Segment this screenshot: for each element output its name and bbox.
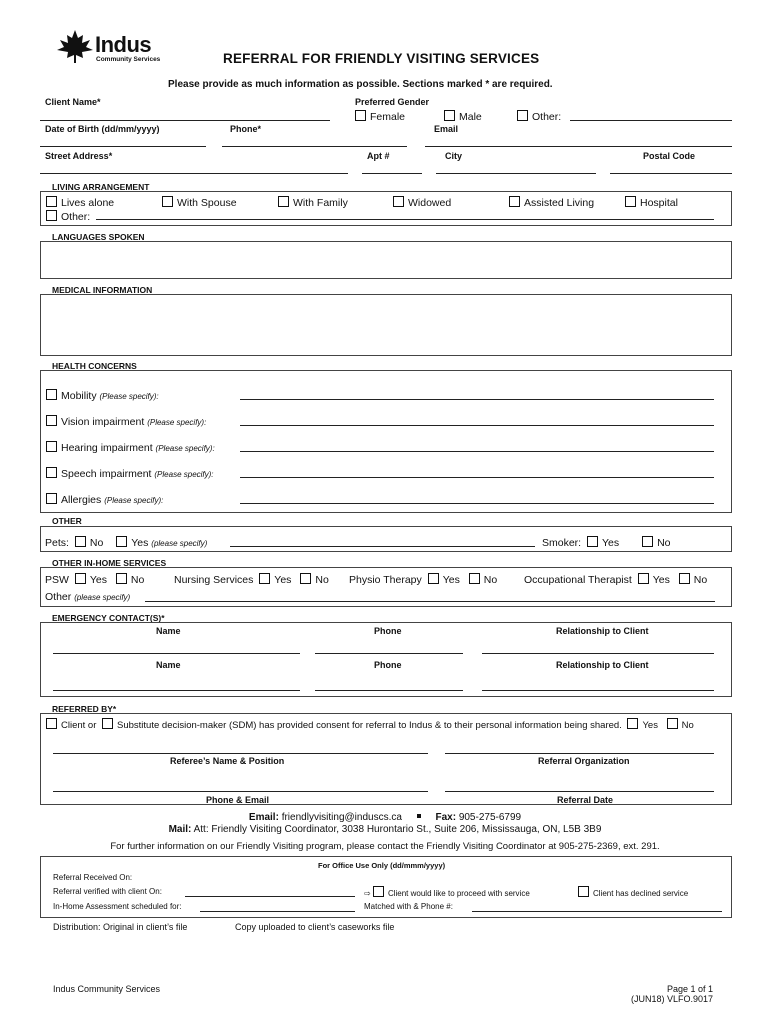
emergency-phone-field[interactable] bbox=[315, 690, 463, 691]
form-title: REFERRAL FOR FRIENDLY VISITING SERVICES bbox=[223, 51, 540, 66]
emergency-phone-field[interactable] bbox=[315, 653, 463, 654]
consent-row: Client or Substitute decision-maker (SDM) has provided consent for referral to Indus & to their personal information being shared. Yes No bbox=[46, 718, 694, 731]
female-checkbox[interactable] bbox=[355, 110, 366, 121]
referee-field[interactable] bbox=[53, 753, 428, 754]
city-label: City bbox=[445, 151, 463, 161]
assessment-field[interactable] bbox=[200, 911, 355, 912]
received-label: Referral Received On: bbox=[53, 873, 133, 882]
psw-yes-checkbox[interactable] bbox=[75, 573, 86, 584]
gender-label: Preferred Gender bbox=[355, 97, 430, 107]
referral-org-field[interactable] bbox=[445, 753, 714, 754]
smoker-row: Smoker: Yes No bbox=[542, 537, 671, 549]
postal-label: Postal Code bbox=[643, 151, 696, 161]
other-gender-field[interactable] bbox=[570, 120, 732, 121]
proceed-checkbox[interactable] bbox=[373, 886, 384, 897]
health-checkbox[interactable] bbox=[46, 493, 57, 504]
matched-field[interactable] bbox=[472, 911, 722, 912]
ot-yes-checkbox[interactable] bbox=[638, 573, 649, 584]
dob-label: Date of Birth (dd/mm/yyyy) bbox=[45, 124, 160, 134]
inhome-other-label: Other (please specify) bbox=[45, 591, 131, 603]
physio-yes-checkbox[interactable] bbox=[428, 573, 439, 584]
living-checkbox[interactable] bbox=[393, 196, 404, 207]
pets-specify-field[interactable] bbox=[230, 546, 535, 547]
emergency-phone-label: Phone bbox=[374, 626, 402, 636]
health-field[interactable] bbox=[240, 425, 714, 426]
health-item[interactable]: Vision impairment (Please specify): bbox=[46, 415, 206, 428]
gender-female[interactable]: Female bbox=[355, 110, 405, 123]
health-checkbox[interactable] bbox=[46, 467, 57, 478]
client-name-field[interactable] bbox=[40, 120, 330, 121]
emergency-name-field[interactable] bbox=[53, 653, 300, 654]
dob-field[interactable] bbox=[40, 146, 206, 147]
sdm-consent-checkbox[interactable] bbox=[102, 718, 113, 729]
emergency-name-field[interactable] bbox=[53, 690, 300, 691]
city-field[interactable] bbox=[436, 173, 596, 174]
nursing-no-checkbox[interactable] bbox=[300, 573, 311, 584]
living-opt-widowed[interactable]: Widowed bbox=[393, 196, 451, 209]
phone-email-label: Phone & Email bbox=[206, 795, 270, 805]
health-field[interactable] bbox=[240, 477, 714, 478]
distribution-copy: Copy uploaded to client’s caseworks file bbox=[235, 922, 395, 932]
emergency-rel-label: Relationship to Client bbox=[556, 626, 649, 636]
matched-label: Matched with & Phone #: bbox=[364, 902, 453, 911]
apt-label: Apt # bbox=[367, 151, 390, 161]
assessment-label: In-Home Assessment scheduled for: bbox=[53, 902, 182, 911]
other-header: OTHER bbox=[52, 516, 82, 526]
smoker-yes-checkbox[interactable] bbox=[587, 536, 598, 547]
client-name-label: Client Name* bbox=[45, 97, 101, 107]
medical-header: MEDICAL INFORMATION bbox=[52, 285, 153, 295]
health-checkbox[interactable] bbox=[46, 441, 57, 452]
health-field[interactable] bbox=[240, 451, 714, 452]
referred-header: REFERRED BY* bbox=[52, 704, 117, 714]
gender-other[interactable]: Other: bbox=[517, 110, 561, 123]
languages-header: LANGUAGES SPOKEN bbox=[52, 232, 145, 242]
mail-line: Mail: Att: Friendly Visiting Coordinator, 3038 Hurontario St., Suite 206, Mississauga, ON, L5B 3B9 bbox=[168, 824, 602, 835]
postal-field[interactable] bbox=[610, 173, 732, 174]
referee-label: Referee’s Name & Position bbox=[170, 756, 285, 766]
living-opt-family[interactable]: With Family bbox=[278, 196, 348, 209]
office-header: For Office Use Only (dd/mmm/yyyy) bbox=[318, 861, 446, 870]
referral-date-label: Referral Date bbox=[557, 795, 614, 805]
logo-sub: Community Services bbox=[96, 56, 161, 63]
consent-no-checkbox[interactable] bbox=[667, 718, 678, 729]
pets-yes-checkbox[interactable] bbox=[116, 536, 127, 547]
health-checkbox[interactable] bbox=[46, 389, 57, 400]
declined-checkbox[interactable] bbox=[578, 886, 589, 897]
emergency-rel-label: Relationship to Client bbox=[556, 660, 649, 670]
street-label: Street Address* bbox=[45, 151, 113, 161]
languages-box[interactable] bbox=[40, 241, 732, 279]
living-opt-other[interactable]: Other: bbox=[46, 210, 90, 223]
health-item[interactable]: Speech impairment (Please specify): bbox=[46, 467, 214, 480]
nursing-row: Nursing Services Yes No bbox=[174, 574, 329, 586]
ot-row: Occupational Therapist Yes No bbox=[524, 574, 708, 586]
health-field[interactable] bbox=[240, 503, 714, 504]
apt-field[interactable] bbox=[362, 173, 422, 174]
living-opt-spouse[interactable]: With Spouse bbox=[162, 196, 237, 209]
psw-row: PSW Yes No bbox=[45, 574, 145, 586]
logo-name: Indus bbox=[95, 32, 152, 57]
ot-no-checkbox[interactable] bbox=[679, 573, 690, 584]
living-opt-alone[interactable]: Lives alone bbox=[46, 196, 114, 209]
inhome-other-field[interactable] bbox=[145, 601, 715, 602]
emergency-rel-field[interactable] bbox=[482, 690, 714, 691]
verified-field[interactable] bbox=[185, 896, 355, 897]
footer-org: Indus Community Services bbox=[53, 984, 161, 994]
phone-label: Phone* bbox=[230, 124, 262, 134]
living-checkbox[interactable] bbox=[625, 196, 636, 207]
psw-no-checkbox[interactable] bbox=[116, 573, 127, 584]
living-other-field[interactable] bbox=[96, 219, 714, 220]
emergency-name-label: Name bbox=[156, 626, 181, 636]
health-header: HEALTH CONCERNS bbox=[52, 361, 137, 371]
living-header: LIVING ARRANGEMENT bbox=[52, 182, 150, 192]
living-checkbox[interactable] bbox=[46, 196, 57, 207]
further-info: For further information on our Friendly Visiting program, please contact the Friendly Visiting Coordinator at 905-275-2369, ext. 291. bbox=[110, 841, 660, 852]
living-checkbox[interactable] bbox=[162, 196, 173, 207]
health-field[interactable] bbox=[240, 399, 714, 400]
living-checkbox[interactable] bbox=[509, 196, 520, 207]
client-consent-checkbox[interactable] bbox=[46, 718, 57, 729]
health-item[interactable]: Hearing impairment (Please specify): bbox=[46, 441, 215, 454]
proceed-row: ⇨ Client would like to proceed with service bbox=[364, 886, 530, 898]
referral-org-label: Referral Organization bbox=[538, 756, 630, 766]
male-checkbox[interactable] bbox=[444, 110, 455, 121]
other-gender-checkbox[interactable] bbox=[517, 110, 528, 121]
declined-row: Client has declined service bbox=[578, 886, 688, 898]
emergency-name-label: Name bbox=[156, 660, 181, 670]
phone-field[interactable] bbox=[222, 146, 407, 147]
arrow-right-icon: ⇨ bbox=[364, 889, 371, 898]
medical-box[interactable] bbox=[40, 294, 732, 356]
pets-row: Pets: No Yes (please specify) bbox=[45, 537, 208, 549]
verified-label: Referral verified with client On: bbox=[53, 887, 162, 896]
emergency-header: EMERGENCY CONTACT(S)* bbox=[52, 613, 165, 623]
logo bbox=[55, 28, 175, 68]
emergency-phone-label: Phone bbox=[374, 660, 402, 670]
consent-yes-checkbox[interactable] bbox=[627, 718, 638, 729]
living-checkbox[interactable] bbox=[278, 196, 289, 207]
footer-code: (JUN18) VLFO.9017 bbox=[630, 994, 713, 1004]
street-field[interactable] bbox=[40, 173, 348, 174]
nursing-yes-checkbox[interactable] bbox=[259, 573, 270, 584]
pets-no-checkbox[interactable] bbox=[75, 536, 86, 547]
email-field[interactable] bbox=[425, 146, 732, 147]
living-checkbox[interactable] bbox=[46, 210, 57, 221]
contact-email[interactable]: friendlyvisiting@induscs.ca bbox=[281, 812, 402, 823]
distribution-original: Distribution: Original in client’s file bbox=[53, 922, 188, 932]
health-item[interactable]: Mobility (Please specify): bbox=[46, 389, 159, 402]
footer-page: Page 1 of 1 bbox=[666, 984, 713, 994]
health-checkbox[interactable] bbox=[46, 415, 57, 426]
living-opt-hospital[interactable]: Hospital bbox=[625, 196, 678, 209]
physio-row: Physio Therapy Yes No bbox=[349, 574, 498, 586]
email-label: Email bbox=[434, 124, 459, 134]
intro-text: Please provide as much information as possible. Sections marked * are required. bbox=[168, 79, 553, 90]
referral-phone-email-field[interactable] bbox=[53, 791, 428, 792]
smoker-no-checkbox[interactable] bbox=[642, 536, 653, 547]
email-fax-line: Email: friendlyvisiting@induscs.ca Fax: 905-275-6799 bbox=[248, 812, 522, 823]
maple-leaf-icon bbox=[55, 28, 95, 64]
living-opt-assisted[interactable]: Assisted Living bbox=[509, 196, 594, 209]
emergency-rel-field[interactable] bbox=[482, 653, 714, 654]
health-item[interactable]: Allergies (Please specify): bbox=[46, 493, 163, 506]
physio-no-checkbox[interactable] bbox=[469, 573, 480, 584]
gender-male[interactable]: Male bbox=[444, 110, 482, 123]
inhome-header: OTHER IN-HOME SERVICES bbox=[52, 558, 167, 568]
referral-date-field[interactable] bbox=[445, 791, 714, 792]
